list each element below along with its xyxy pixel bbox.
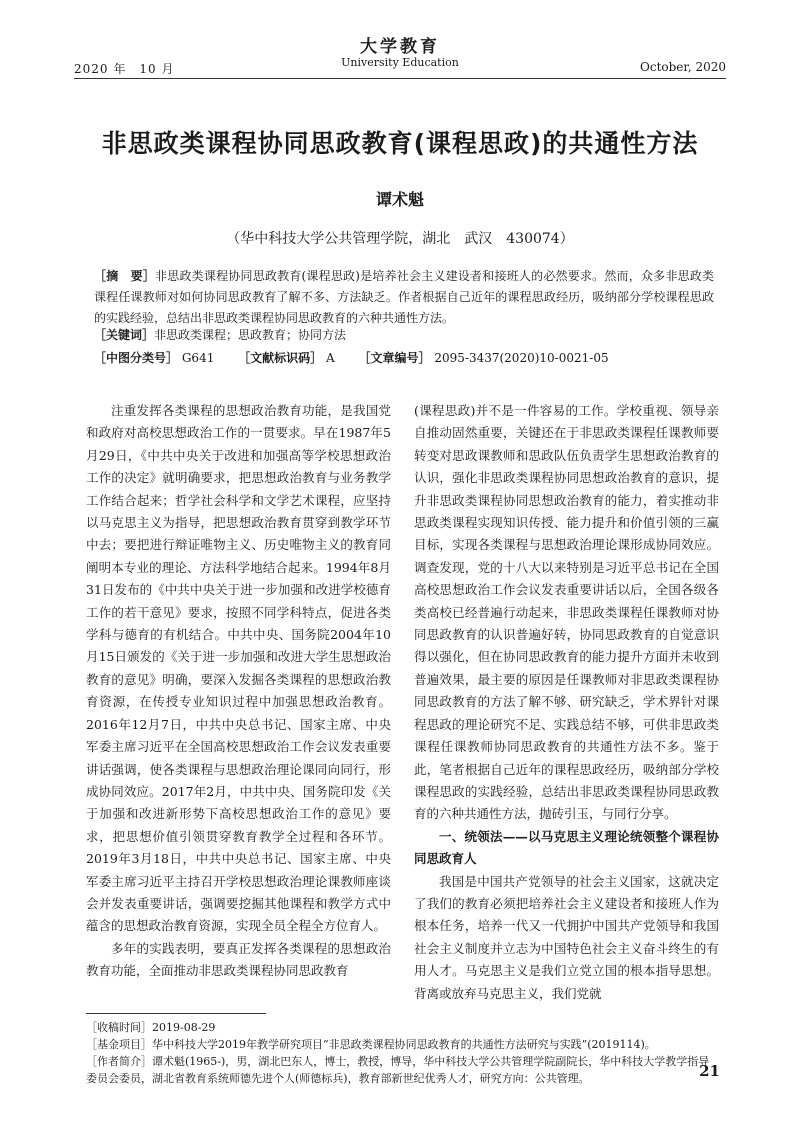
journal-logo-text: 大学教育 [360,37,440,57]
body-paragraph: 多年的实践表明，要真正发挥各类课程的思想政治教育功能，全面推动非思政类课程协同思政教育 [86,940,391,979]
header-rule [74,78,726,79]
body-paragraph: 我国是中国共产党领导的社会主义国家，这就决定了我们的教育必须把培养社会主义建设者和接班人作为根本任务，培养一代又一代拥护中国共产党领导和我国社会主义制度并立志为中国特色社会主义奋斗终生的有用人才。马克思主义是我们立党立国的根本指导思想。背离或放弃马克思主义，我们党就 [414,873,719,1001]
page-number: 21 [699,1062,720,1080]
clc-value: G641 [181,351,215,365]
doc-code-value: A [326,351,335,365]
journal-english-name: University Education [341,56,459,69]
article-number-label: ［文章编号］ [358,351,431,365]
keywords-text: 非思政类课程；思政教育；协同方法 [154,328,347,342]
clc-label: ［中图分类号］ [94,351,179,365]
abstract [94,266,714,329]
body-paragraph: 注重发挥各类课程的思想政治教育功能，是我国党和政府对高校思想政治工作的一贯要求。早在1987年5月29日，《中共中央关于改进和加强高等学校思想政治工作的决定》就明确要求，把思想政治教育与业务教学工作结合起来；哲学社会科学和文学艺术课程，应坚持以马克思主义为指导，把思想政治教育贯穿到教学环节中去；要把进行辩证唯物主义、历史唯物主义的教育同阐明本专业的理论、方法科学地结合起来。1994年8月31日发布的《中共中央关于进一步加强和改进学校德育工作的若干意见》要求，按照不同学科特点，促进各类学科与德育的有机结合。中共中央、国务院2004年10月15日颁发的《关于进一步加强和改进大学生思想政治教育的意见》明确，要深入发掘各类课程的思想政治教育资源，在传授专业知识过程中加强思想政治教育。2016年12月7日，中共中央总书记、国家主席、中央军委主席习近平在全国高校思想政治工作会议发表重要讲话强调，使各类课程与思想政治理论课同向同行，形成协同效应。2017年2月，中共中央、国务院印发《关于加强和改进新形势下高校思想政治工作的意见》要求，把思想价值引领贯穿教育教学全过程和各环节。2019年3月18日，中共中央总书记、国家主席、中央军委主席习近平主持召开学校思想政治理论课教师座谈会并发表重要讲话，强调要挖掘其他课程和教学方式中蕴含的思想政治教育资源，实现全员全程全方位育人。 [86,403,391,934]
body-column-right [414,400,719,1005]
issue-date-en: October, 2020 [640,60,726,74]
abstract-text: 非思政类课程协同思政教育(课程思政)是培养社会主义建设者和接班人的必然要求。然而，众多非思政类课程任课教师对如何协同思政教育了解不多、方法缺乏。作者根据自己近年的课程思政经历，吸纳部分学校课程思政的实践经验，总结出非思政类课程协同思政教育的六种共通性方法。 [94,269,714,325]
body-column-left [86,400,391,983]
abstract-label: ［摘 要］ [94,269,156,283]
section-heading: 一、统领法——以马克思主义理论统领整个课程协同思政育人 [414,828,719,867]
keywords-label: ［关键词］ [94,328,155,342]
footnotes [86,1019,720,1087]
author-affiliation: （华中科技大学公共管理学院，湖北 武汉 430074） [226,231,574,247]
footnote-author-bio: ［作者简介］谭术魁(1965-)，男，湖北巴东人，博士，教授，博导，华中科技大学公共管理学院副院长，华中科技大学教学指导委员会委员，湖北省教育系统师德先进个人(师德标兵)，教育部新世纪优秀人才，研究方向：公共管理。 [86,1055,710,1085]
keywords [94,326,714,343]
doc-code-label: ［文献标识码］ [238,351,323,365]
issue-date-cn: 2020 年 10 月 [74,62,175,76]
footnote-fund: ［基金项目］华中科技大学2019年教学研究项目“非思政类课程协同思政教育的共通性方法研究与实践”(2019114)。 [86,1038,656,1051]
article-title: 非思政类课程协同思政教育(课程思政)的共通性方法 [101,129,699,158]
footnote-received: ［收稿时间］2019-08-29 [86,1021,216,1034]
body-paragraph: (课程思政)并不是一件容易的工作。学校重视、领导亲自推动固然重要，关键还在于非思政类课程任课教师要转变对思政课教师和思政队伍负责学生思想政治教育的认识，强化非思政类课程协同思想政治教育的意识，提升非思政类课程协同思想政治教育的能力，着实推动非思政类课程实现知识传授、能力提升和价值引领的三赢目标，实现各类课程与思想政治理论课形成协同效应。调查发现，党的十八大以来特别是习近平总书记在全国高校思想政治工作会议发表重要讲话以后，全国各级各类高校已经普遍行动起来，非思政类课程任课教师对协同思政教育的认识普遍好转，协同思政教育的自觉意识得以强化，但在协同思政教育的能力提升方面并未收到普遍效果，最主要的原因是任课教师对非思政类课程协同思政教育的方法了解不够、研究缺乏，学术界针对课程思政的理论研究不足、实践总结不够，可供非思政类课程任课教师协同思政教育的共通性方法不多。鉴于此，笔者根据自己近年的课程思政经历，吸纳部分学校课程思政的实践经验，总结出非思政类课程协同思政教育的六种共通性方法，抛砖引玉，与同行分享。 [414,403,719,822]
footnote-rule [86,1013,266,1014]
author-name: 谭术魁 [375,190,424,209]
classification-line [94,349,714,366]
article-number-value: 2095-3437(2020)10-0021-05 [434,351,609,365]
